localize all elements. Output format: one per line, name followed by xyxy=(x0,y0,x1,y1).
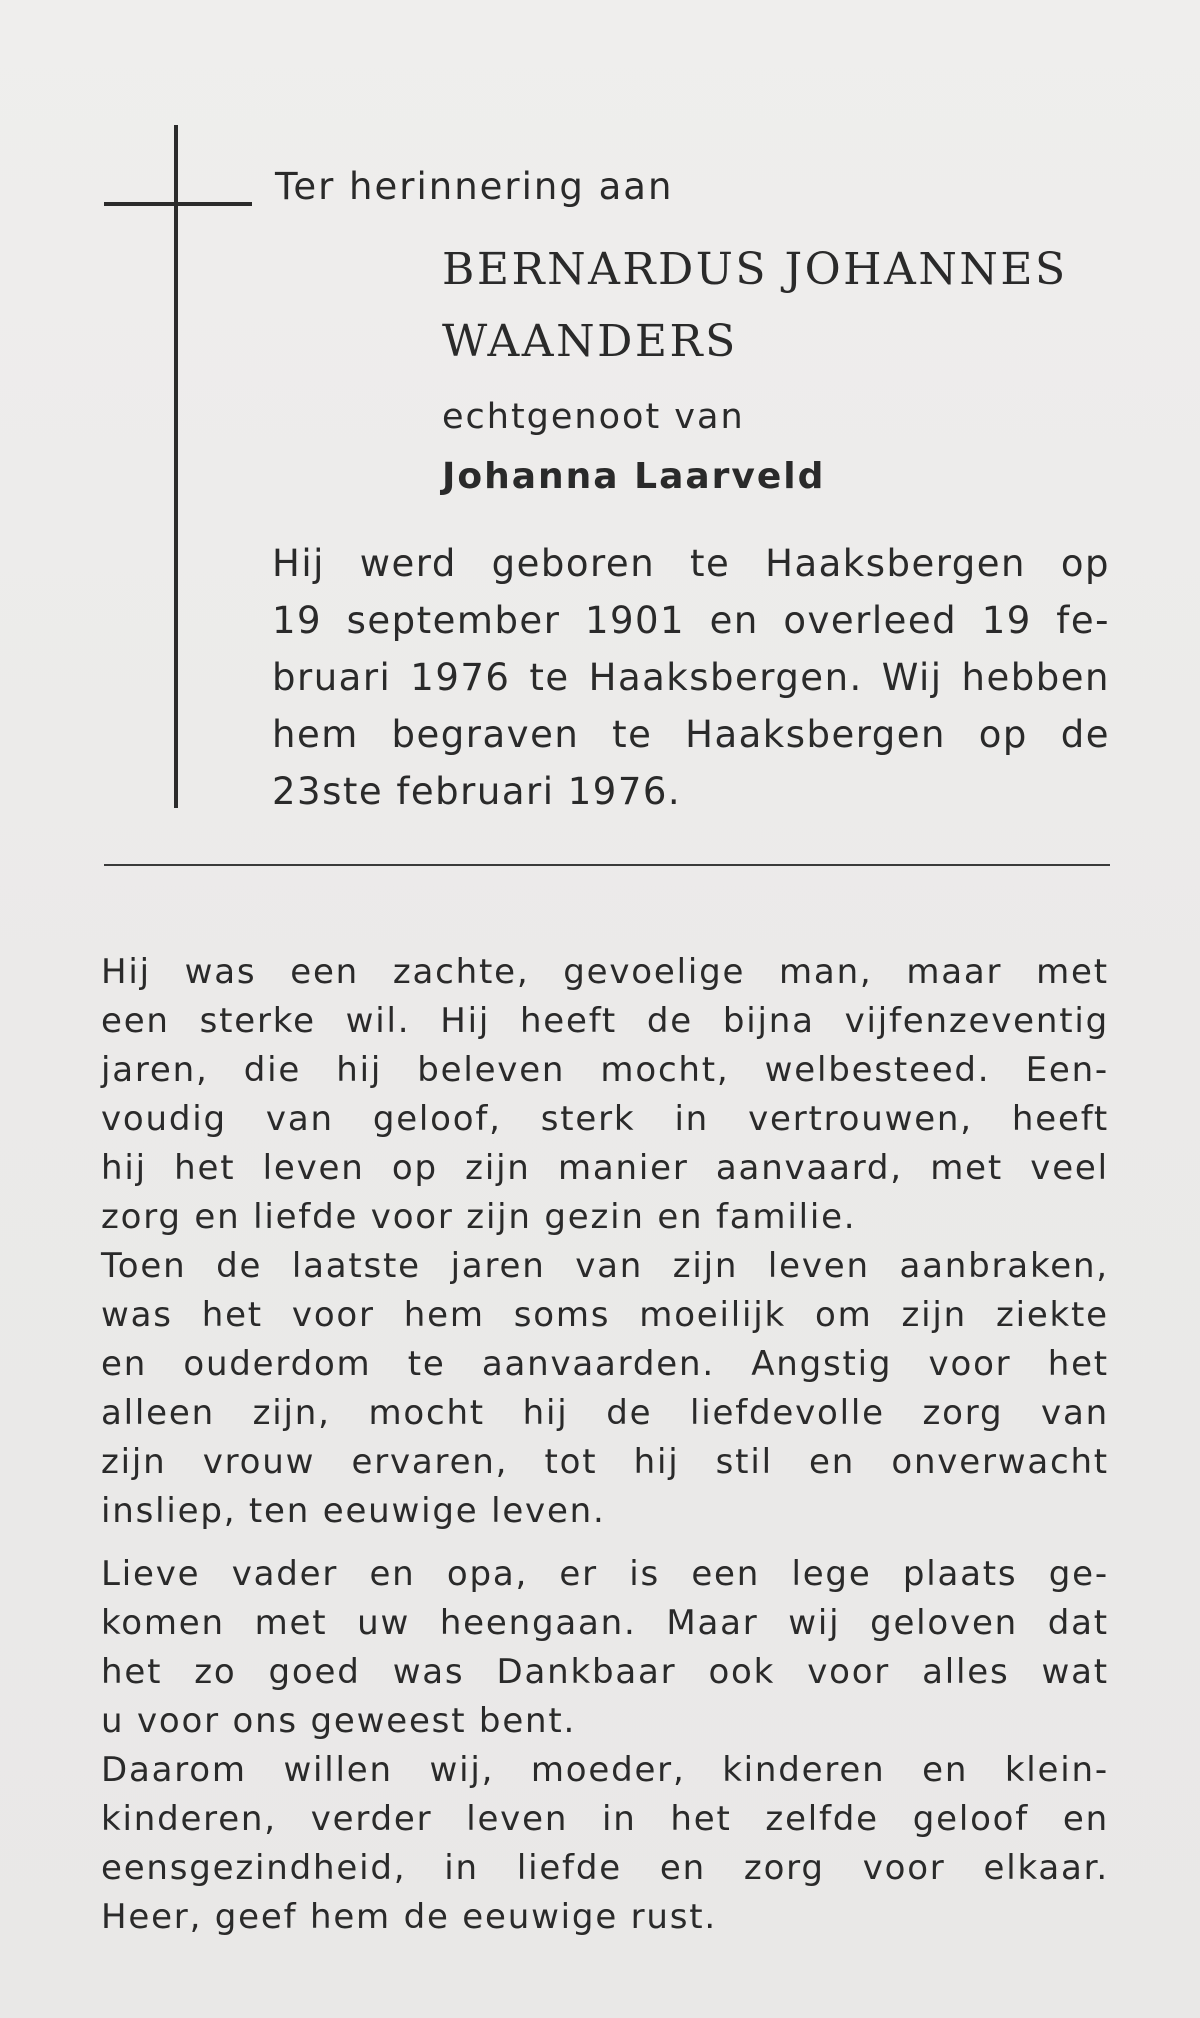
text-line xyxy=(272,592,1110,649)
word: ook xyxy=(708,1652,776,1692)
word: en xyxy=(809,1442,856,1482)
word: het xyxy=(1047,1344,1109,1384)
word: vader xyxy=(231,1554,339,1594)
word: was xyxy=(184,952,257,992)
text-line xyxy=(272,649,1110,706)
text-line xyxy=(101,1291,1109,1340)
word: hij xyxy=(101,1148,147,1188)
word: dat xyxy=(1047,1603,1109,1643)
word: voor xyxy=(928,1344,1012,1384)
word: zelfde xyxy=(765,1799,879,1839)
text-line xyxy=(101,997,1109,1046)
word: bruari xyxy=(272,656,392,699)
word: veel xyxy=(1030,1148,1109,1188)
word: maar xyxy=(906,952,1003,992)
word: het xyxy=(670,1799,732,1839)
intro-text: Ter herinnering aan xyxy=(275,165,674,208)
word: zijn xyxy=(465,1148,531,1188)
word: Toen xyxy=(101,1246,187,1286)
word: voor xyxy=(291,1295,375,1335)
word: kinderen, xyxy=(101,1799,277,1839)
word: heeft xyxy=(519,1001,618,1041)
word: leven xyxy=(466,1799,569,1839)
text-line xyxy=(101,1144,1109,1193)
word: overleed xyxy=(783,599,958,642)
word: Angstig xyxy=(751,1344,893,1384)
word: hem xyxy=(272,713,359,756)
text-line xyxy=(101,1648,1109,1697)
word: wil. xyxy=(345,1001,411,1041)
word: en xyxy=(922,1750,969,1790)
word: in xyxy=(444,1848,479,1888)
word: was xyxy=(392,1652,465,1692)
text-line xyxy=(101,1893,1109,1942)
word: met xyxy=(1036,952,1109,992)
word: om xyxy=(814,1295,873,1335)
word: geloven xyxy=(870,1603,1019,1643)
word: Hij xyxy=(101,952,151,992)
word: 1901 xyxy=(584,599,686,642)
word: op xyxy=(1060,542,1110,585)
word: op xyxy=(978,713,1028,756)
word: opa, xyxy=(446,1554,529,1594)
word: hij xyxy=(633,1442,680,1482)
word: ziekte xyxy=(995,1295,1109,1335)
word: sterk xyxy=(540,1099,636,1139)
word: zijn xyxy=(901,1295,967,1335)
word: zorg en liefde voor zijn gezin en familie. xyxy=(101,1197,857,1237)
word: en xyxy=(1062,1799,1109,1839)
word: hij xyxy=(336,1050,383,1090)
word: werd xyxy=(359,542,457,585)
word: leven xyxy=(262,1148,365,1188)
word: zijn, xyxy=(252,1393,331,1433)
word: eensgezindheid, xyxy=(101,1848,407,1888)
word: en xyxy=(659,1848,706,1888)
word: willen xyxy=(283,1750,393,1790)
word: die xyxy=(243,1050,302,1090)
word: van xyxy=(265,1099,334,1139)
word: wij, xyxy=(429,1750,495,1790)
word: het xyxy=(201,1295,263,1335)
word: stil xyxy=(715,1442,773,1482)
text-line xyxy=(101,1746,1109,1795)
word: zorg xyxy=(743,1848,825,1888)
word: liefde xyxy=(516,1848,622,1888)
word: te xyxy=(612,713,653,756)
word: zijn xyxy=(672,1246,739,1286)
word: Lieve xyxy=(101,1554,201,1594)
word: alleen xyxy=(101,1393,215,1433)
word: kinderen xyxy=(722,1750,886,1790)
word: de xyxy=(1060,713,1110,756)
word: u voor ons geweest bent. xyxy=(101,1701,577,1741)
word: hebben xyxy=(961,656,1110,699)
word: bijna xyxy=(722,1001,815,1041)
word: op xyxy=(391,1148,438,1188)
text-line xyxy=(101,1795,1109,1844)
word: liefdevolle xyxy=(690,1393,885,1433)
word: aanvaarden. xyxy=(481,1344,715,1384)
word: voudig xyxy=(101,1099,227,1139)
word: leven xyxy=(767,1246,870,1286)
text-line xyxy=(101,1599,1109,1648)
word: Hij xyxy=(272,542,325,585)
word: begraven xyxy=(391,713,580,756)
word: verder xyxy=(310,1799,433,1839)
word: moeder, xyxy=(530,1750,686,1790)
word: welbesteed. xyxy=(764,1050,991,1090)
word: van xyxy=(575,1246,644,1286)
text-line xyxy=(101,1844,1109,1893)
word: goed xyxy=(268,1652,361,1692)
word: insliep, ten eeuwige leven. xyxy=(101,1491,606,1531)
word: vijfenzeventig xyxy=(844,1001,1109,1041)
text-line xyxy=(101,1242,1109,1291)
cross-icon xyxy=(174,125,178,808)
word: vertrouwen, xyxy=(748,1099,973,1139)
word: te xyxy=(407,1344,446,1384)
word: het xyxy=(174,1148,236,1188)
word: hem xyxy=(403,1295,485,1335)
text-line xyxy=(101,1340,1109,1389)
word: met xyxy=(930,1148,1003,1188)
deceased-name-line1: BERNARDUS JOHANNES xyxy=(442,244,1068,295)
word: 19 xyxy=(272,599,323,642)
word: plaats xyxy=(902,1554,1018,1594)
word: zorg xyxy=(922,1393,1004,1433)
word: komen xyxy=(101,1603,225,1643)
deceased-name-line2: WAANDERS xyxy=(442,316,738,367)
word: laatste xyxy=(291,1246,421,1286)
word: 19 xyxy=(981,599,1032,642)
word: aanbraken, xyxy=(899,1246,1109,1286)
word: heeft xyxy=(1011,1099,1109,1139)
word: een xyxy=(101,1001,170,1041)
text-line xyxy=(272,763,1110,820)
word: de xyxy=(606,1393,653,1433)
text-line xyxy=(101,1487,1109,1536)
word: Haaksbergen. xyxy=(588,656,863,699)
word: Maar xyxy=(666,1603,759,1643)
word: elkaar. xyxy=(983,1848,1109,1888)
word: geloof xyxy=(912,1799,1030,1839)
text-line xyxy=(101,1389,1109,1438)
word: aanvaard, xyxy=(715,1148,903,1188)
word: manier xyxy=(557,1148,689,1188)
word: Haaksbergen xyxy=(765,542,1027,585)
word: mocht xyxy=(368,1393,485,1433)
text-line xyxy=(101,1438,1109,1487)
word: is xyxy=(629,1554,661,1594)
word: klein- xyxy=(1004,1750,1109,1790)
text-line xyxy=(272,706,1110,763)
word: gevoelige xyxy=(563,952,746,992)
word: jaren, xyxy=(101,1050,209,1090)
word: geboren xyxy=(491,542,656,585)
text-line xyxy=(101,1095,1109,1144)
word: Wij xyxy=(881,656,943,699)
text-line xyxy=(101,1550,1109,1599)
word: man, xyxy=(779,952,873,992)
word: wij xyxy=(788,1603,841,1643)
spouse-intro: echtgenoot van xyxy=(442,397,745,437)
text-line xyxy=(272,535,1110,592)
word: er xyxy=(559,1554,598,1594)
paragraph-character xyxy=(101,948,1109,1536)
word: Een- xyxy=(1025,1050,1109,1090)
word: beleven xyxy=(417,1050,566,1090)
word: te xyxy=(690,542,731,585)
word: met xyxy=(254,1603,328,1643)
word: tot xyxy=(544,1442,598,1482)
word: een xyxy=(691,1554,761,1594)
word: uw xyxy=(357,1603,411,1643)
word: zijn xyxy=(101,1442,167,1482)
word: 1976 xyxy=(410,656,511,699)
word: jaren xyxy=(450,1246,546,1286)
word: Dankbaar xyxy=(496,1652,677,1692)
word: september xyxy=(346,599,561,642)
word: sterke xyxy=(199,1001,316,1041)
word: de xyxy=(216,1246,263,1286)
cross-icon-bar xyxy=(104,202,252,206)
word: en xyxy=(709,599,759,642)
word: lege xyxy=(791,1554,872,1594)
word: de xyxy=(646,1001,694,1041)
word: ervaren, xyxy=(351,1442,509,1482)
text-line xyxy=(101,948,1109,997)
text-line xyxy=(101,1193,1109,1242)
word: en xyxy=(101,1344,148,1384)
text-line xyxy=(101,1697,1109,1746)
divider xyxy=(104,864,1110,866)
word: te xyxy=(529,656,570,699)
word: heengaan. xyxy=(439,1603,637,1643)
word: onverwacht xyxy=(891,1442,1109,1482)
word: vrouw xyxy=(202,1442,316,1482)
word: het xyxy=(101,1652,163,1692)
word: soms xyxy=(513,1295,611,1335)
biography-block xyxy=(272,535,1110,820)
word: voor xyxy=(862,1848,946,1888)
word: hij xyxy=(522,1393,569,1433)
word: in xyxy=(601,1799,637,1839)
word: fe- xyxy=(1056,599,1110,642)
word: van xyxy=(1041,1393,1109,1433)
word: zachte, xyxy=(392,952,530,992)
word: Daarom xyxy=(101,1750,247,1790)
word: voor xyxy=(807,1652,891,1692)
word: alles xyxy=(922,1652,1010,1692)
word: geloof, xyxy=(372,1099,502,1139)
word: zo xyxy=(194,1652,237,1692)
word: Haaksbergen xyxy=(685,713,947,756)
text-line xyxy=(101,1046,1109,1095)
word: mocht, xyxy=(600,1050,730,1090)
word: ge- xyxy=(1048,1554,1109,1594)
word: moeilijk xyxy=(639,1295,786,1335)
word: en xyxy=(369,1554,416,1594)
word: Hij xyxy=(440,1001,491,1041)
word: Heer, geef hem de eeuwige rust. xyxy=(101,1897,718,1937)
word: was xyxy=(101,1295,173,1335)
word: ouderdom xyxy=(183,1344,372,1384)
word: in xyxy=(674,1099,710,1139)
word: 23ste februari 1976. xyxy=(272,770,682,813)
paragraph-farewell xyxy=(101,1550,1109,1942)
word: wat xyxy=(1041,1652,1109,1692)
word: een xyxy=(290,952,360,992)
spouse-name: Johanna Laarveld xyxy=(442,456,826,497)
